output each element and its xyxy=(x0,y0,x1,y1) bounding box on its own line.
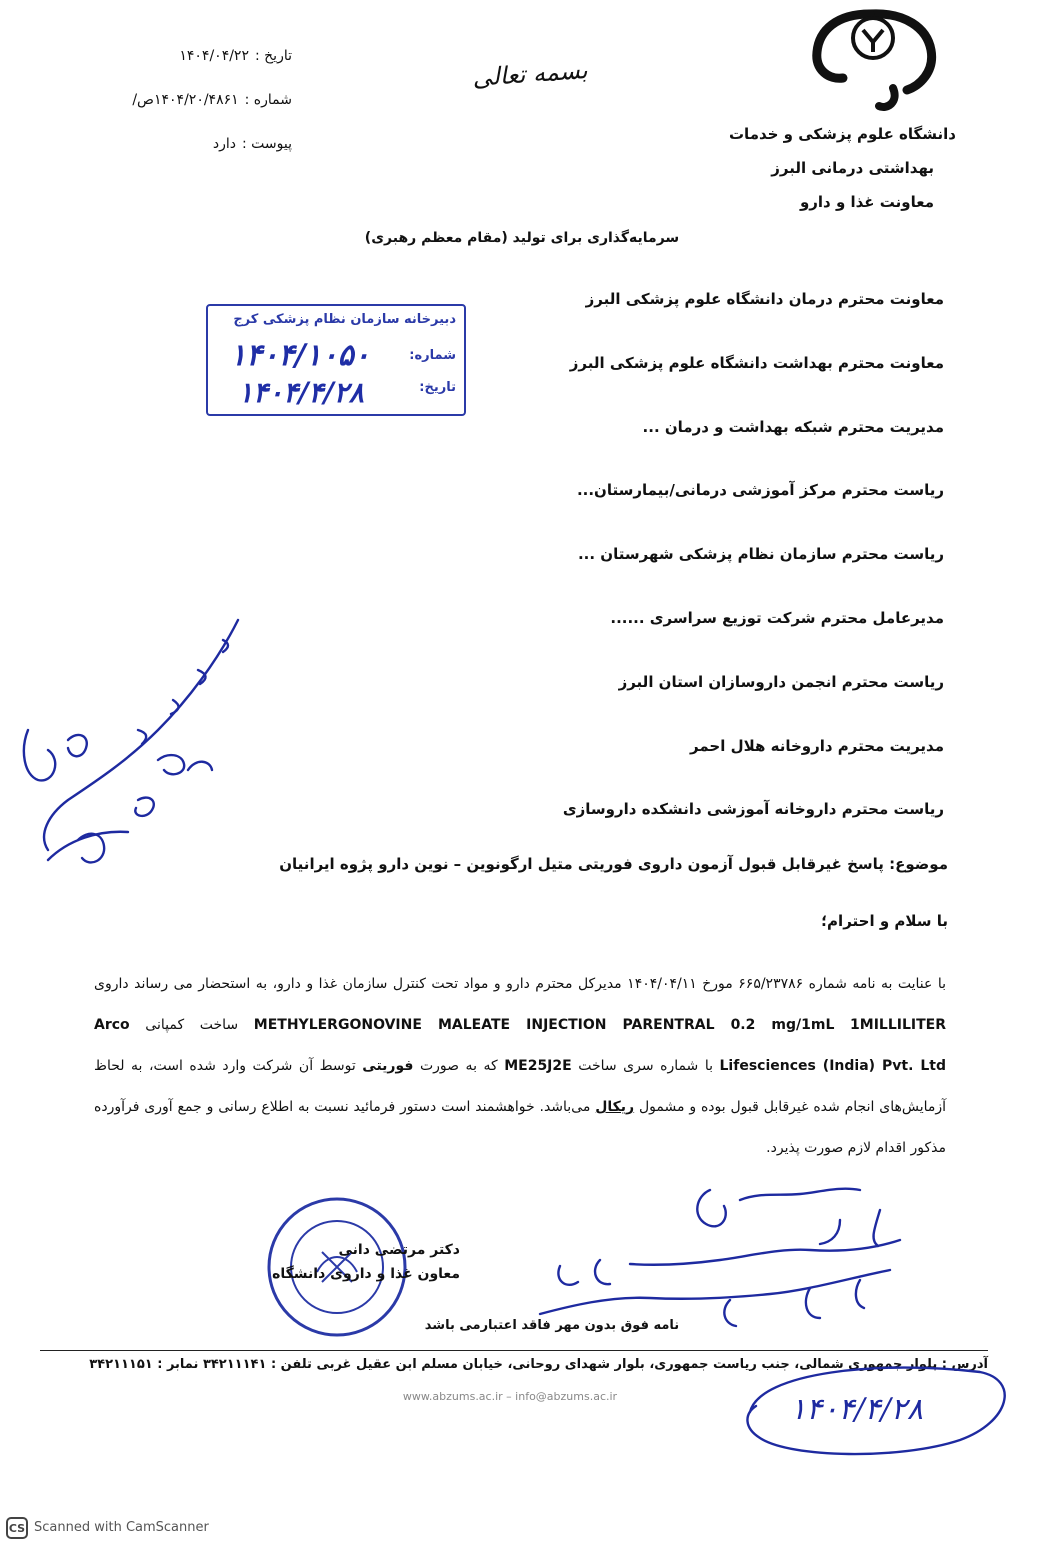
number-value: ۱۴۰۴/۲۰/۴۸۶۱ص/ xyxy=(132,92,239,108)
urgent-word: فوریتی xyxy=(362,1058,414,1074)
stamp-title: دبیرخانه سازمان نظام پزشکی کرج xyxy=(233,312,456,327)
letter-meta xyxy=(52,34,292,166)
body-text: توسط آن شرکت وارد شده است، به لحاظ آزمایش‌های انجام شده غیرقابل قبول بوده و مشمول xyxy=(94,1058,946,1115)
handwritten-bottom-date: ۱۴۰۴/۴/۲۸ xyxy=(790,1392,924,1427)
recipient-line: معاونت محترم درمان دانشگاه علوم پزشکی البرز xyxy=(585,290,944,308)
recipient-line: ریاست محترم انجمن داروسازان استان البرز xyxy=(618,672,944,691)
date-value: ۱۴۰۴/۰۴/۲۲ xyxy=(179,48,249,64)
signer-name: دکتر مرتضی دانی xyxy=(338,1242,460,1258)
batch-number: ME25J2E xyxy=(504,1058,572,1074)
attachment-label: پیوست : xyxy=(242,136,292,152)
recipient-line: معاونت محترم بهداشت دانشگاه علوم پزشکی البرز xyxy=(569,353,944,372)
drug-volume: 1MILLILITER xyxy=(850,1017,947,1033)
university-logo xyxy=(795,6,945,116)
body-text: با عنایت به نامه شماره ۶۶۵/۲۳۷۸۶ مورخ ۱۴۰۴/۰۴/۱۱ مدیرکل محترم دارو و مواد تحت کنترل سازمان غذا و دارو، به استحضار می رساند داروی xyxy=(94,976,947,992)
company-name: Arco Lifesciences (India) Pvt. Ltd xyxy=(94,1017,946,1074)
basmala: بسمه تعالی xyxy=(471,56,589,92)
attachment-value: دارد xyxy=(212,136,236,152)
handwritten-left-note xyxy=(8,600,268,900)
recipient-line: ریاست محترم مرکز آموزشی درمانی/بیمارستان... xyxy=(576,481,944,500)
footer-address: آدرس : بلوار جمهوری شمالی، جنب ریاست جمهوری، بلوار شهدای روحانی، خیابان مسلم ابن عقیل غربی تلفن : ۳۴۲۱۱۱۴۱ نمابر : ۳۴۲۱۱۱۵۱ xyxy=(89,1357,988,1372)
letter-body xyxy=(94,964,946,1169)
recipient-line: ریاست محترم داروخانه آموزشی دانشکده داروسازی xyxy=(562,800,944,819)
org-line: معاونت غذا و دارو xyxy=(799,193,934,211)
stamp-date-handwritten: ۱۴۰۴/۴/۲۸ xyxy=(238,376,364,409)
body-text: می‌باشد. خواهشمند است دستور فرمائید نسبت به اطلاع رسانی و جمع آوری فرآورده مذکور اقدام لازم صورت پذیرد. xyxy=(94,1099,946,1156)
org-line: بهداشتی درمانی البرز xyxy=(771,159,934,177)
validity-note: نامه فوق بدون مهر فاقد اعتبارمی باشد xyxy=(424,1318,680,1333)
number-label: شماره : xyxy=(244,92,292,108)
organization-name xyxy=(636,117,956,219)
stamp-number-label: شماره: xyxy=(409,348,456,363)
recipient-line: ریاست محترم سازمان نظام پزشکی شهرستان ... xyxy=(577,545,944,564)
footer-divider xyxy=(40,1350,988,1351)
body-text: با شماره سری ساخت xyxy=(578,1058,713,1074)
recall-word: ریکال xyxy=(595,1099,635,1115)
signer-title: معاون غذا و داروی دانشگاه xyxy=(272,1266,460,1282)
recipient-line: مدیریت محترم داروخانه هلال احمر xyxy=(690,736,944,755)
drug-name: METHYLERGONOVINE MALEATE INJECTION PARENTRAL 0.2 mg/1mL xyxy=(253,1017,835,1033)
recipient-line: مدیرعامل محترم شرکت توزیع سراسری ...... xyxy=(610,608,944,627)
stamp-date-label: تاریخ: xyxy=(419,380,456,395)
date-label: تاریخ : xyxy=(254,48,292,64)
slogan: سرمایه‌گذاری برای تولید (مقام معظم رهبری) xyxy=(364,230,680,246)
body-text: که به صورت xyxy=(419,1058,498,1074)
greeting: با سلام و احترام؛ xyxy=(821,912,948,930)
camscanner-label: Scanned with CamScanner xyxy=(34,1520,209,1535)
signer-block xyxy=(270,1238,460,1286)
org-line: دانشگاه علوم پزشکی و خدمات xyxy=(728,125,956,143)
recipient-list xyxy=(344,282,944,856)
recipient-line: مدیریت محترم شبکه بهداشت و درمان ... xyxy=(642,417,944,436)
body-text: ساخت کمپانی xyxy=(145,1017,239,1033)
stamp-number-handwritten: ۱۴۰۴/۱۰۵۰ xyxy=(230,338,370,373)
footer-web: www.abzums.ac.ir – info@abzums.ac.ir xyxy=(402,1390,618,1403)
letter-subject: موضوع: پاسخ غیرقابل قبول آزمون داروی فوریتی متیل ارگونوین – نوین دارو پژوه ایرانیان xyxy=(279,855,948,873)
camscanner-icon: CS xyxy=(6,1517,28,1539)
